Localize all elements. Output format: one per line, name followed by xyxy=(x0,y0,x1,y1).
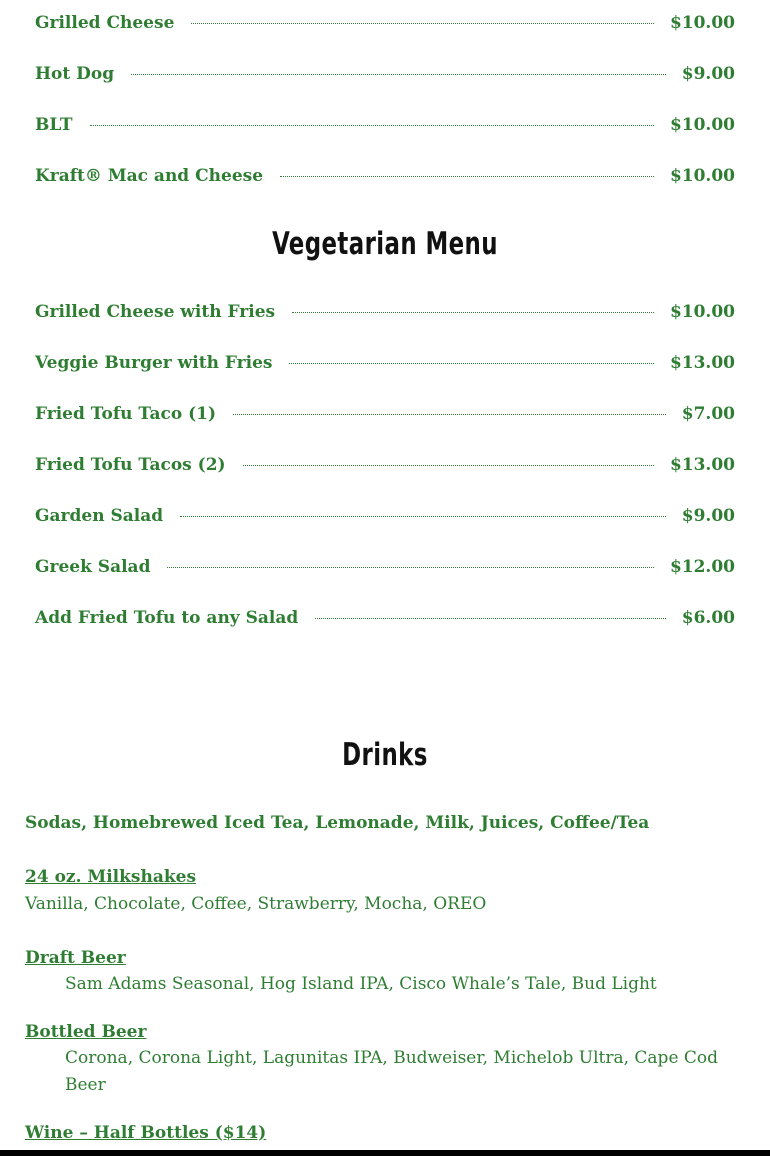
menu-item-price: $6.00 xyxy=(681,608,735,628)
dot-leader xyxy=(180,516,666,517)
dot-leader xyxy=(191,23,654,24)
menu-item-name: Garden Salad xyxy=(35,506,164,526)
wine-heading: Wine – Half Bottles ($14) xyxy=(25,1123,267,1143)
menu-item-name: Veggie Burger with Fries xyxy=(35,353,273,373)
menu-item xyxy=(35,504,735,528)
menu-item-price: $7.00 xyxy=(681,404,735,424)
section-title-vegetarian: Vegetarian Menu xyxy=(272,226,498,262)
bottom-bar xyxy=(0,1150,770,1156)
menu-item-price: $13.00 xyxy=(669,455,735,475)
dot-leader xyxy=(289,363,653,364)
section-title-drinks: Drinks xyxy=(342,737,428,773)
menu-item-price: $10.00 xyxy=(669,115,735,135)
menu-item-price: $9.00 xyxy=(681,64,735,84)
menu-item xyxy=(35,453,735,477)
menu-item xyxy=(35,113,735,137)
dot-leader xyxy=(90,125,654,126)
menu-item xyxy=(35,11,735,35)
bottled-beer-heading: Bottled Beer xyxy=(25,1022,147,1042)
menu-item-name: Fried Tofu Tacos (2) xyxy=(35,455,226,475)
menu-item-price: $10.00 xyxy=(669,166,735,186)
dot-leader xyxy=(233,414,666,415)
menu-item-price: $13.00 xyxy=(669,353,735,373)
menu-item xyxy=(35,164,735,188)
bottled-beer-list: Corona, Corona Light, Lagunitas IPA, Budweiser, Michelob Ultra, Cape Cod Beer xyxy=(65,1048,719,1095)
menu-item xyxy=(35,351,735,375)
menu-item-name: Fried Tofu Taco (1) xyxy=(35,404,216,424)
drinks-general-list: Sodas, Homebrewed Iced Tea, Lemonade, Milk, Juices, Coffee/Tea xyxy=(25,813,650,833)
menu-item-name: BLT xyxy=(35,115,73,135)
menu-item-name: Greek Salad xyxy=(35,557,151,577)
menu-item-name: Hot Dog xyxy=(35,64,115,84)
menu-item-price: $9.00 xyxy=(681,506,735,526)
menu-item xyxy=(35,402,735,426)
dot-leader xyxy=(131,74,666,75)
menu-item xyxy=(35,555,735,579)
dot-leader xyxy=(292,312,654,313)
menu-item-name: Add Fried Tofu to any Salad xyxy=(35,608,299,628)
draft-beer-list: Sam Adams Seasonal, Hog Island IPA, Cisco Whale’s Tale, Bud Light xyxy=(65,974,657,994)
menu-item-name: Grilled Cheese with Fries xyxy=(35,302,276,322)
menu-item-price: $10.00 xyxy=(669,13,735,33)
menu-item-name: Kraft® Mac and Cheese xyxy=(35,166,264,186)
menu-item xyxy=(35,606,735,630)
menu-item xyxy=(35,62,735,86)
dot-leader xyxy=(280,176,654,177)
menu-item-price: $12.00 xyxy=(669,557,735,577)
milkshakes-list: Vanilla, Chocolate, Coffee, Strawberry, Mocha, OREO xyxy=(25,894,487,914)
dot-leader xyxy=(167,567,653,568)
menu-item-price: $10.00 xyxy=(669,302,735,322)
draft-beer-heading: Draft Beer xyxy=(25,948,126,968)
dot-leader xyxy=(243,465,654,466)
menu-item-name: Grilled Cheese xyxy=(35,13,175,33)
milkshakes-heading: 24 oz. Milkshakes xyxy=(25,867,197,887)
menu-item xyxy=(35,300,735,324)
dot-leader xyxy=(315,618,666,619)
